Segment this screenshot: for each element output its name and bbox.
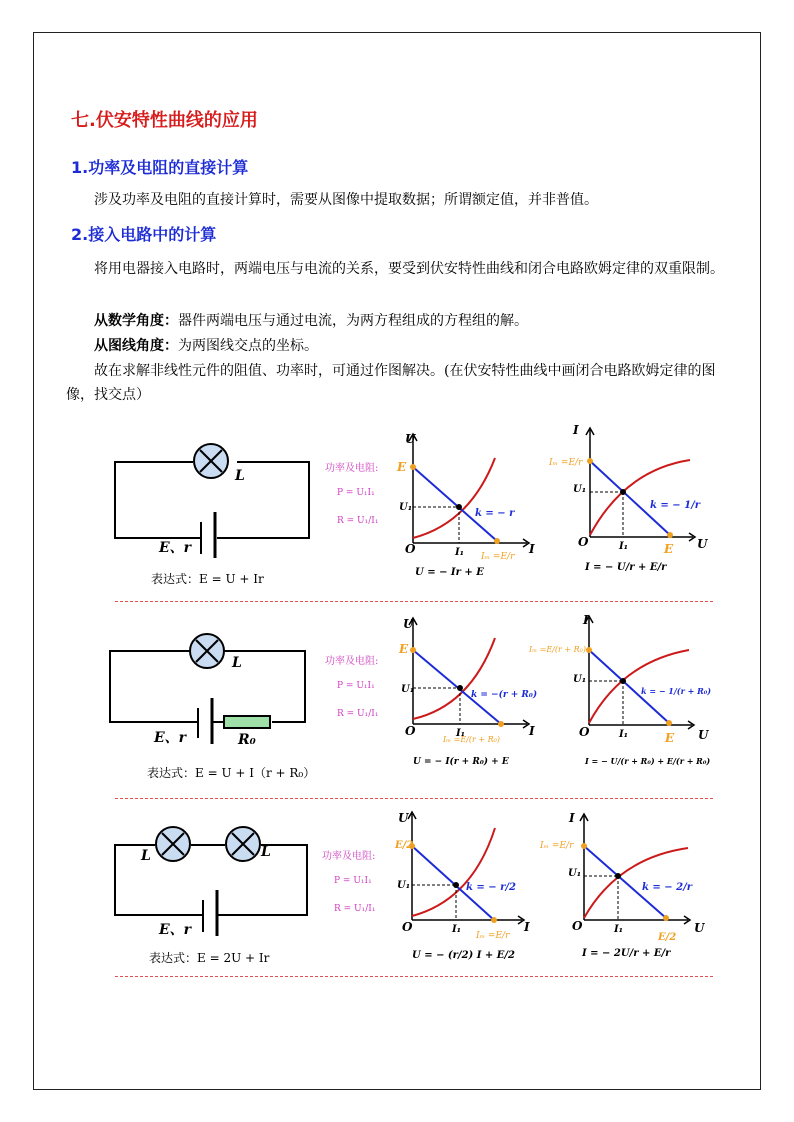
ui-equation: U = − (r/2) I + E/2 [412, 950, 515, 961]
iu-equation: I = − U/r + E/r [585, 562, 667, 573]
axis-i: I [529, 542, 535, 556]
paragraph-3-bold: 从图线角度： [94, 338, 178, 354]
lamp-label: L [235, 468, 245, 484]
axis-i: I [583, 613, 589, 627]
circuit-1 [105, 440, 315, 590]
circuit-2 [100, 632, 315, 787]
expression-3: 表达式：E = 2U + Ir [149, 951, 270, 965]
resistance-formula: R = U₁/I₁ [337, 516, 379, 526]
subsection-2-title: 2.接入电路中的计算 [71, 225, 217, 244]
slope-label: k = − 1/(r + R₀) [641, 686, 712, 696]
iu-graph-3 [538, 808, 718, 973]
origin: O [402, 920, 413, 934]
ui-equation: U = − I(r + R₀) + E [413, 757, 509, 767]
circuit-3 [105, 820, 315, 970]
section-title: 七.伏安特性曲线的应用 [71, 110, 258, 131]
intercept-point [494, 538, 500, 544]
i1-label: I₁ [619, 541, 629, 552]
subsection-1-title: 1.功率及电阻的直接计算 [71, 158, 249, 177]
im-label: Iₘ =E/(r + R₀) [443, 735, 500, 744]
axis-i: I [573, 423, 579, 437]
paragraph-3 [66, 334, 728, 358]
slope-label: k = − 1/r [650, 500, 701, 511]
axis-u: U [697, 537, 708, 551]
i1-label: I₁ [619, 729, 629, 740]
im-label: Iₘ =E/r [549, 458, 583, 468]
iu-graph-2 [527, 612, 722, 777]
expression-1: 表达式：E = U + Ir [151, 572, 264, 586]
i1-label: I₁ [452, 924, 462, 935]
ui-graph-2 [395, 614, 545, 774]
source-label: E、r [159, 540, 192, 556]
u1-label: U₁ [568, 868, 582, 879]
e-label: E [665, 731, 675, 745]
power-formula: P = U₁I₁ [337, 681, 375, 691]
im-label: Iₘ =E/r [476, 931, 510, 941]
u1-label: U₁ [399, 502, 413, 513]
i1-label: I₁ [455, 547, 465, 558]
paragraph-2 [66, 309, 728, 333]
paragraph-2-bold: 从数学角度： [94, 313, 178, 329]
axis-u: U [694, 921, 705, 935]
source-label: E、r [154, 730, 187, 746]
paragraph-1: 将用电器接入电路时，两端电压与电流的关系，要受到伏安特性曲线和闭合电路欧姆定律的双重限制。 [94, 261, 724, 277]
slope-label: k = − r/2 [466, 882, 517, 893]
paragraph-2-text: 器件两端电压与通过电流，为两方程组成的方程组的解。 [178, 313, 528, 329]
im-label: Iₘ =E/r [481, 552, 515, 562]
ui-graph-1 [395, 428, 545, 583]
ui-graph-3 [392, 808, 542, 973]
e-label: E [399, 642, 409, 656]
power-note-title: 功率及电阻: [322, 851, 376, 862]
axis-u: U [698, 728, 709, 742]
resistor-label: R₀ [238, 732, 256, 748]
e-half-label: E/2 [658, 932, 677, 943]
axis-u: U [405, 432, 416, 446]
e-label: E [397, 460, 407, 474]
u1-label: U₁ [573, 484, 587, 495]
power-note-3 [322, 843, 392, 933]
power-note-2 [325, 648, 395, 738]
intercept-point [410, 464, 416, 470]
slope-label: k = − 2/r [642, 882, 693, 893]
iu-equation: I = − 2U/r + E/r [582, 948, 671, 959]
u1-label: U₁ [573, 674, 587, 685]
resistance-formula: R = U₁/I₁ [334, 904, 376, 914]
origin: O [579, 725, 590, 739]
iu-graph-1 [545, 420, 720, 580]
im-label: Iₘ =E/(r + R₀) [529, 645, 586, 654]
lamp-label: L [141, 848, 151, 864]
paragraph-4: 故在求解非线性元件的阻值、功率时，可通过作图解决。(在伏安特性曲线中画闭合电路欧姆定律的图像，找交点） [66, 363, 716, 403]
iu-equation: I = − U/(r + R₀) + E/(r + R₀) [585, 756, 711, 766]
lamp-label: L [232, 655, 242, 671]
source-label: E、r [159, 922, 192, 938]
paragraph-3-text: 为两图线交点的坐标。 [178, 338, 318, 354]
subsection-1-text: 涉及功率及电阻的直接计算时，需要从图像中提取数据；所谓额定值，并非普值。 [94, 192, 598, 208]
e-half-label: E/2 [395, 840, 414, 851]
slope-label: k = −(r + R₀) [471, 690, 538, 700]
divider [115, 976, 713, 977]
axis-u: U [403, 617, 414, 631]
e-label: E [664, 542, 674, 556]
ui-equation: U = − Ir + E [415, 567, 484, 578]
expression-2: 表达式：E = U + I（r + R₀） [147, 766, 315, 780]
resistance-formula: R = U₁/I₁ [337, 709, 379, 719]
axis-i: I [524, 920, 530, 934]
slope-label: k = − r [475, 508, 515, 519]
origin: O [578, 535, 589, 549]
power-note-title: 功率及电阻: [325, 463, 379, 474]
axis-i: I [529, 724, 535, 738]
divider [115, 798, 713, 799]
axis-u: U [398, 811, 409, 825]
axis-i: I [569, 811, 575, 825]
divider [115, 601, 713, 602]
power-formula: P = U₁I₁ [334, 876, 372, 886]
power-formula: P = U₁I₁ [337, 488, 375, 498]
origin: O [572, 919, 583, 933]
i1-label: I₁ [614, 924, 624, 935]
resistor-icon [224, 716, 270, 728]
u1-label: U₁ [401, 684, 415, 695]
power-note-1 [325, 455, 395, 545]
u1-label: U₁ [397, 880, 411, 891]
im-label: Iₘ =E/r [540, 841, 574, 851]
origin: O [405, 542, 416, 556]
lamp-label: L [261, 844, 271, 860]
i1-label: I₁ [456, 728, 466, 739]
origin: O [405, 724, 416, 738]
power-note-title: 功率及电阻: [325, 656, 379, 667]
